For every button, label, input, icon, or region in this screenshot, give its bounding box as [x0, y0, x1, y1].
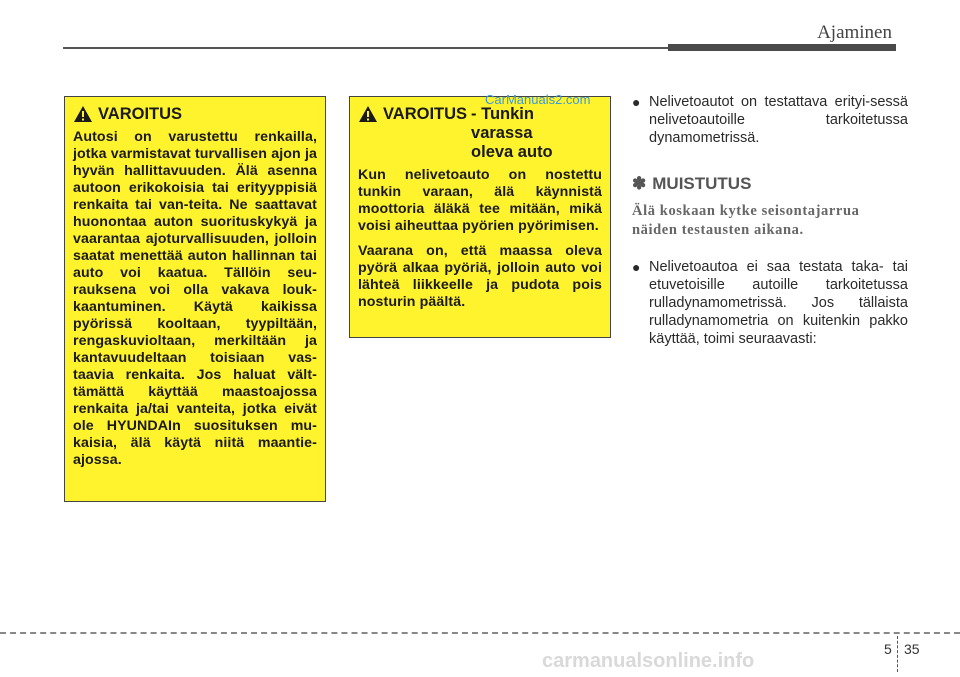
watermark-text: CarManuals2.com: [485, 92, 591, 107]
note-text: Älä koskaan kytke seisontajarrua näiden testausten aikana.: [632, 203, 860, 238]
warning-box-jack: [349, 96, 611, 338]
warning-heading: [73, 105, 317, 124]
warning-paragraph: Autosi on varustettu renkailla, jotka varmistavat turvallisen ajon ja hyvän hallittavuuden. Älä asenna autoon erikokoisia tai erityyppisiä renkaita tai van-teita. Ne saattavat huonontaa auton suorituskykyä ja vaarantaa ajoturvallisuuden, jolloin saatat menettää auton hallinnan tai auto voi kaatua. Tällöin seu-rauksena voi olla vakava louk-kaantuminen. Käytä kaikissa pyörissä kooltaan, tyypiltään, rengaskuvioltaan, merkiltään ja kantavuudeltaan toisiaan vas-taavia renkaita. Jos haluat vält-tämättä käyttää maastoajossa renkaita ja/tai vanteita, jotka eivät ole HYUNDAIn suosituksen mu-kaisia, älä käytä niitä maantie-ajossa.: [73, 129, 317, 468]
bullet-dot-icon: ●: [632, 94, 641, 110]
footer-divider: [0, 632, 960, 634]
section-title: Ajaminen: [817, 22, 892, 43]
warning-heading-suffix: - Tunkin varassa oleva auto: [471, 105, 553, 161]
header-bar: [668, 44, 896, 51]
note-heading: [632, 175, 908, 193]
bullet-text: Nelivetoautoa ei saa testata taka- tai etuvetoisille autoille tarkoitetussa rulladynamometrissä. Jos tällaista rulladynamometria on kuitenkin pakko käyttää, toimi seuraavasti:: [649, 259, 908, 347]
right-column: [632, 93, 908, 348]
warning-heading-text: VAROITUS: [98, 105, 183, 123]
warning-heading-text: VAROITUS: [383, 105, 468, 123]
header-rule: [63, 47, 668, 49]
bullet-dot-icon: ●: [632, 259, 641, 275]
note-heading-text: MUISTUTUS: [652, 174, 752, 193]
warning-paragraph: Kun nelivetoauto on nostettu tunkin varaan, älä käynnistä moottoria äläkä tee mitään, mikä voisi aiheuttaa pyörien pyörimisen.: [358, 167, 602, 234]
warning-paragraph: Vaarana on, että maassa oleva pyörä alkaa pyöriä, jolloin auto voi lähteä liikkeelle ja pudota pois nosturin päältä.: [358, 243, 602, 310]
warning-heading: [358, 105, 602, 162]
page-number: 35: [904, 641, 920, 657]
bullet-item: [632, 258, 908, 348]
warning-triangle-icon: [73, 105, 93, 123]
note-star-icon: ✽: [632, 174, 647, 193]
page-number-divider: [897, 636, 898, 672]
warning-triangle-icon: [358, 105, 378, 123]
footer-watermark: carmanualsonline.info: [542, 650, 755, 672]
bullet-text: Nelivetoautot on testattava erityi-sessä nelivetoautoille tarkoitetussa dynamometrissä.: [649, 94, 908, 146]
bullet-item: [632, 93, 908, 147]
chapter-number: 5: [884, 641, 892, 657]
warning-box-tires: [64, 96, 326, 502]
